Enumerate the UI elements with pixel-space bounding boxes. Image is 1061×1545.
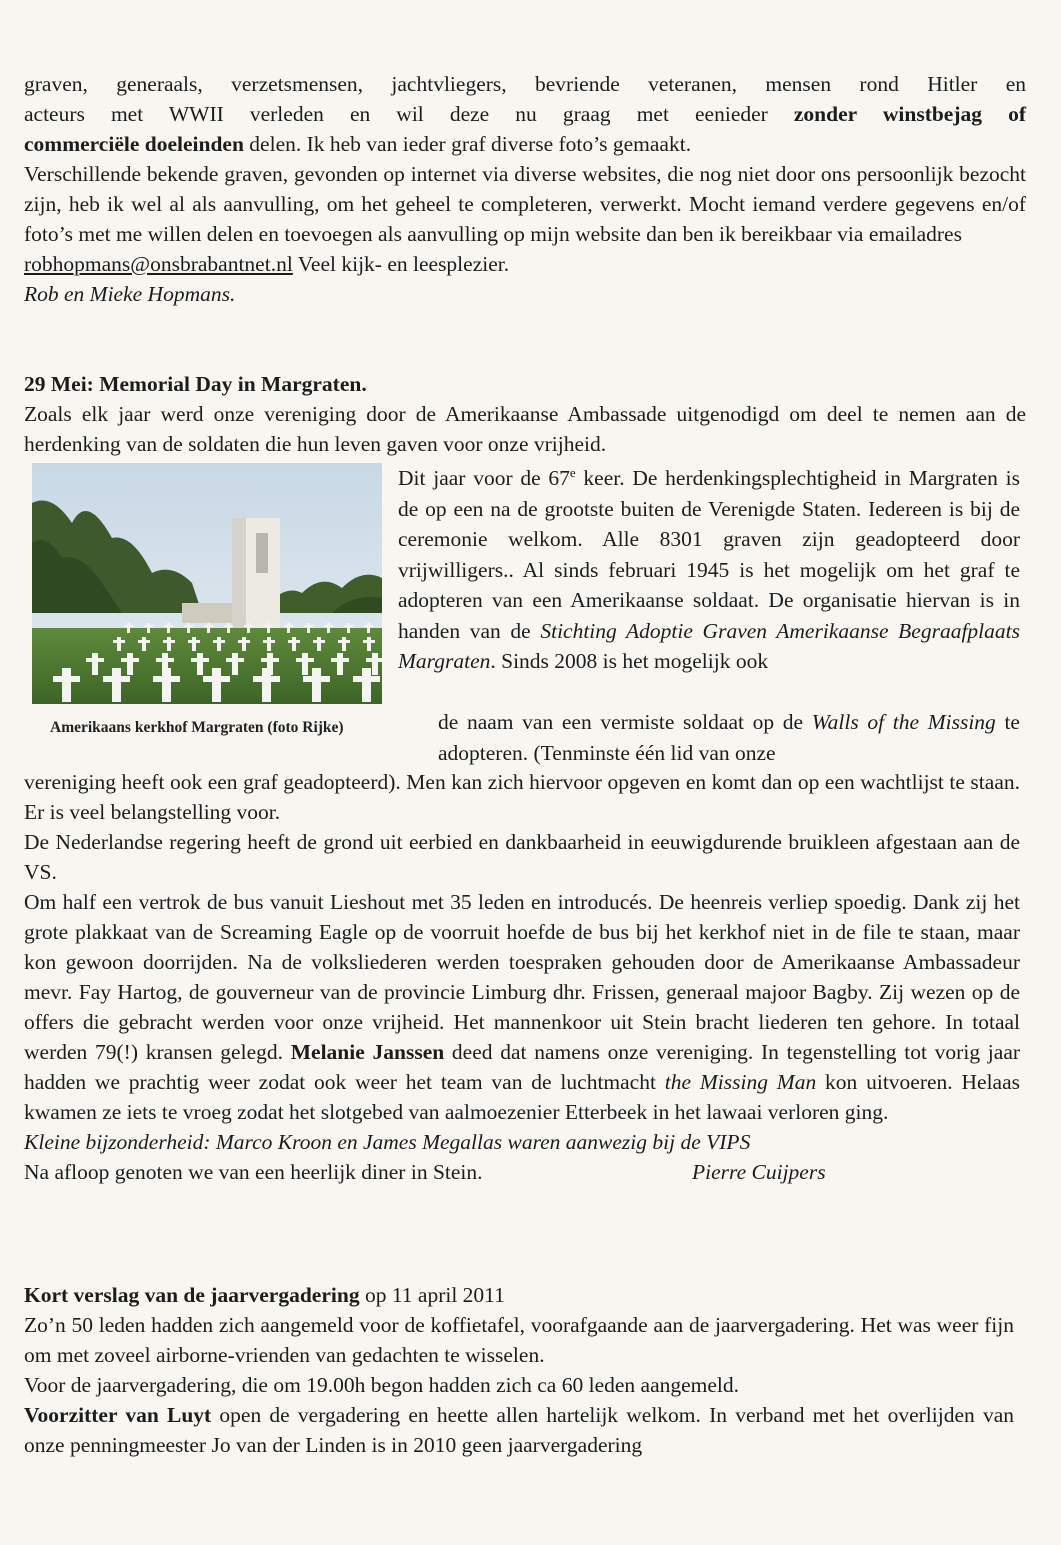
intro-section	[24, 69, 1026, 309]
intro-line-3-text: delen. Ik heb van ieder graf diverse foto’s gemaakt.	[243, 132, 692, 156]
meeting-heading-bold: Kort verslag van de jaarvergadering	[24, 1283, 360, 1307]
intro-signature-text: Rob en Mieke Hopmans.	[24, 282, 236, 306]
intro-line-1: graven, generaals, verzetsmensen, jachtvliegers, bevriende veteranen, mensen rond Hitler en	[24, 72, 1026, 96]
wrap-text-d: de naam van een vermiste soldaat op de	[438, 710, 812, 734]
wrap-text-e: te adopteren. (Tenminste één lid van onze	[438, 710, 1020, 765]
email-link[interactable]: robhopmans@onsbrabantnet.nl	[24, 252, 293, 276]
meeting-paragraph-1: Zo’n 50 leden hadden zich aangemeld voor de koffietafel, voorafgaande aan de jaarvergadering. Het was weer fijn om met zoveel airborne-vrienden van gedachten te wisselen.	[24, 1313, 1014, 1367]
p4-italic-missing-man: the Missing Man	[664, 1070, 817, 1094]
memorial-wrap-paragraph	[398, 458, 1020, 677]
photo-caption: Amerikaans kerkhof Margraten (foto Rijke)	[50, 719, 344, 736]
memorial-wrap-paragraph-2	[438, 707, 1020, 768]
memorial-paragraph-1: Zoals elk jaar werd onze vereniging door de Amerikaanse Ambassade uitgenodigd om deel te nemen aan de herdenking van de soldaten die hun leven gaven voor onze vrijheid.	[24, 402, 1026, 456]
memorial-heading-text: 29 Mei: Memorial Day in Margraten.	[24, 372, 367, 396]
meeting-paragraph-2: Voor de jaarvergadering, die om 19.00h begon hadden zich ca 60 leden aangemeld.	[24, 1373, 740, 1397]
meeting-chairman: Voorzitter van Luyt	[24, 1403, 212, 1427]
memorial-heading	[24, 369, 1026, 399]
wrap-superscript: e	[569, 465, 576, 480]
p4-text-a: Om half een vertrok de bus vanuit Lieshout met 35 leden en introducés. De heenreis verliep spoedig. Dank zij het grote plakkaat van de Screaming Eagle op de voorruit hoefde de bus bij het kerkhof niet in de file te staan, maar kon gewoon doorrijden. Na de volksliederen werden toespraken gehouden door de Amerikaanse Ambassadeur mevr. Fay Hartog, de gouverneur van de provincie Limburg dhr. Frissen, generaal majoor Bagby. Zij wezen op de offers die gebracht werden voor onze vrijheid. Het mannenkoor uit Stein bracht liederen ten gehore. In totaal werden 79(!) kransen gelegd.	[24, 890, 1020, 1064]
wrap-italic-foundation: Stichting Adoptie Graven Amerikaanse Begraafplaats Margraten	[398, 618, 1020, 674]
meeting-heading	[24, 1280, 1014, 1310]
memorial-signature: Pierre Cuijpers	[692, 1160, 826, 1184]
intro-p2-text: Verschillende bekende graven, gevonden op internet via diverse websites, die nog niet door ons persoonlijk bezocht zijn, heb ik wel al als aanvulling, om het geheel te completeren, verwerkt. Mocht iemand verdere gegevens en/of foto’s met me willen delen en toevoegen als aanvulling op mijn website dan ben ik bereikbaar via emailadres	[24, 162, 1026, 246]
memorial-wrap-text	[398, 458, 1020, 677]
p4-text-b: deed dat namens onze vereniging. In tegenstelling tot vorig jaar hadden we prachtig weer zodat ook weer het team van de luchtmacht	[24, 1040, 1021, 1094]
p4-bold-name: Melanie Janssen	[290, 1040, 445, 1064]
meeting-paragraph-3	[24, 1400, 1014, 1460]
intro-signature	[24, 279, 1026, 309]
p4-text-c: kon uitvoeren. Helaas kwamen ze iets te vroeg zodat het slotgebed van aalmoezenier Etterbeek in het lawaai verloren ging.	[24, 1070, 1020, 1124]
cemetery-photo-image	[32, 463, 382, 704]
intro-paragraph-2	[24, 159, 1026, 279]
wrap-text-a: Dit jaar voor de 67	[398, 466, 570, 491]
vips-text: Kleine bijzonderheid: Marco Kroon en James Megallas waren aanwezig bij de VIPS	[24, 1130, 751, 1154]
meeting-section	[24, 1280, 1014, 1460]
intro-line-2-text: acteurs met WWII verleden en wil deze nu graag met eenieder	[24, 102, 794, 126]
intro-bold-1: zonder winstbejag of	[793, 102, 1026, 126]
memorial-wrap-text-2	[438, 707, 1020, 768]
wrap-text-b: keer. De herdenkingsplechtigheid in Margraten is de op een na de grootste buiten de Verenigde Staten. Iedereen is bij de ceremonie welkom. Alle 8301 graven zijn geadopteerd door vrijwilligers.. Al sinds februari 1945 is het mogelijk om het graf te adopteren van een Amerikaanse soldaat. De organisatie hiervan is in handen van de	[398, 466, 1020, 643]
memorial-section-top	[24, 369, 1026, 459]
memorial-dinner-line	[24, 1157, 1020, 1187]
wrap-text-c: . Sinds 2008 is het mogelijk ook	[490, 649, 769, 674]
intro-line-2	[24, 99, 1026, 129]
memorial-vips	[24, 1127, 1020, 1157]
meeting-heading-date: op 11 april 2011	[359, 1283, 505, 1307]
cemetery-photo	[32, 463, 382, 704]
meeting-p3-text: open de vergadering en heette allen hartelijk welkom. In verband met het overlijden van onze penningmeester Jo van der Linden is in 2010 geen jaarvergadering	[24, 1403, 1014, 1457]
memorial-section-body	[24, 767, 1020, 1187]
memorial-paragraph-3: De Nederlandse regering heeft de grond uit eerbied en dankbaarheid in eeuwigdurende bruikleen afgestaan aan de VS.	[24, 830, 1020, 884]
intro-bold-2: commerciële doeleinden	[24, 132, 244, 156]
memorial-paragraph-2: vereniging heeft ook een graf geadopteerd). Men kan zich hiervoor opgeven en komt dan op een wachtlijst te staan. Er is veel belangstelling voor.	[24, 770, 1020, 824]
intro-line-3	[24, 129, 1026, 159]
wrap-italic-walls: Walls of the Missing	[811, 710, 996, 734]
intro-closing: Veel kijk- en leesplezier.	[292, 252, 510, 276]
dinner-text: Na afloop genoten we van een heerlijk diner in Stein.	[24, 1160, 483, 1184]
memorial-paragraph-4	[24, 887, 1020, 1127]
